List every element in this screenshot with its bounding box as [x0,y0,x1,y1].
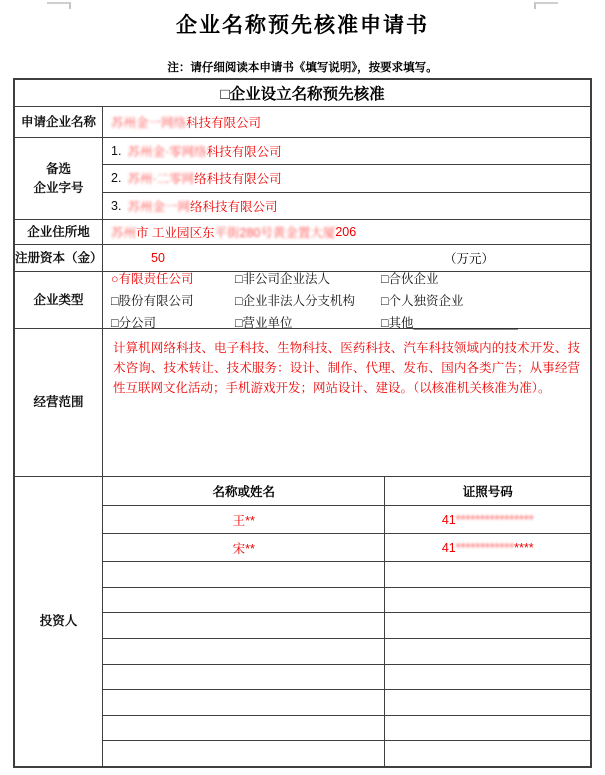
alternate-name-value [127,169,281,187]
application-form-table [13,78,592,768]
row-company-type [15,272,590,329]
row-address [15,220,590,245]
label-alternate-names [15,138,103,219]
investor-id-cell [385,741,590,766]
investor-name-cell [103,741,385,766]
company-type-option: □合伙企业 [381,272,439,286]
investor-name-cell [103,690,385,715]
investor-name-cell [103,506,385,533]
label-alternate-line2: 企业字号 [33,180,84,195]
label-registered-capital: 注册资本（金） [15,245,103,271]
value-applied-name [103,107,590,137]
investor-id-cell [385,613,590,638]
label-investors: 投资人 [15,477,103,766]
section-title: □企业设立名称预先核准 [220,86,385,103]
alternate-name-list [103,138,590,219]
page-title: 企业名称预先核准申请书 [176,14,429,37]
investor-id-cell [385,690,590,715]
redacted-text: 苏州金·零网络 [127,145,207,160]
investor-header-name: 名称或姓名 [103,477,385,505]
investor-name-cell [103,639,385,664]
investor-name-cell [103,534,385,561]
row-alternate-names [15,138,590,220]
label-company-type: 企业类型 [15,272,103,328]
company-type-option: □企业非法人分支机构 [235,294,356,308]
label-applied-name: 申请企业名称 [15,107,103,137]
investor-row [103,716,590,742]
investor-name-cell [103,562,385,587]
investor-row [103,665,590,691]
text-segment: 41 [441,540,456,555]
label-business-scope: 经营范围 [15,329,103,476]
company-type-option: □营业单位 [235,316,293,330]
company-type-option: □分公司 [111,316,157,330]
redacted-text: 苏州金一网络 [111,116,187,130]
crop-mark-top-right [534,2,558,9]
investor-id-cell [385,665,590,690]
investor-id-cell [385,639,590,664]
row-business-scope [15,329,590,477]
investor-name-cell [103,716,385,741]
value-business-scope: 计算机网络科技、电子科技、生物科技、医药科技、汽车科技领域内的技术开发、技术咨询、技术转让、技术服务：设计、制作、代理、发布、国内各类广告；从事经营性互联网文化活动；手机游戏开发；网站设计、建设。（以核准机关核准为准）。 [113,341,580,395]
fill-instruction-note: 注：请仔细阅读本申请书《填写说明》，按要求填写。 [167,62,438,74]
redacted-text: 苏州金一网 [127,199,190,214]
company-type-option: □个人独资企业 [381,294,464,308]
investor-id-cell [385,562,590,587]
investor-name-cell [103,613,385,638]
section-header [15,80,590,107]
row-investors [15,477,590,766]
text-segment: 络科技有限公司 [189,199,278,214]
investor-id-number [442,541,534,555]
text-segment: 206 [335,225,357,239]
company-type-option: □非公司企业法人 [235,272,331,286]
investor-header-id: 证照号码 [462,485,513,499]
value-registered-capital: 50 [151,251,165,265]
company-type-options [103,272,590,328]
value-address [103,220,590,244]
redacted-text: **************** [455,512,534,527]
investor-row [103,588,590,614]
investor-id-cell [385,506,590,533]
investor-row [103,639,590,665]
investor-name-cell [103,665,385,690]
label-alternate-line1: 备选 [45,161,71,176]
investor-row [103,741,590,766]
alternate-name-value [127,197,277,215]
company-type-option-selected: ○有限责任公司 [111,272,194,286]
row-applied-name [15,107,590,138]
investor-header-row [103,477,590,506]
investor-id-cell [385,716,590,741]
text-segment: 络科技有限公司 [194,172,282,187]
redacted-text: 苏州·二零网 [127,172,195,187]
alternate-name-number: 2. [111,171,122,186]
text-segment: 科技有限公司 [206,145,282,160]
investor-row [103,562,590,588]
crop-mark-top-left [47,2,71,9]
investor-name-cell [103,588,385,613]
investor-row [103,534,590,562]
label-address: 企业住所地 [15,220,103,244]
row-registered-capital [15,245,590,272]
text-segment: 科技有限公司 [186,116,262,130]
investor-id-cell [385,534,590,561]
text-segment: **** [514,540,534,555]
redacted-text: 平街280号黄金置大厦 [214,226,336,240]
redacted-text: 苏州 [111,226,137,240]
investor-name: 宋** [232,541,255,556]
company-type-option: □其他_______________ [381,316,518,330]
investor-id-cell [385,588,590,613]
alternate-name-item [103,138,590,165]
investor-name: 王** [232,513,255,528]
investor-row [103,613,590,639]
text-segment: 市 工业园区东 [136,226,215,240]
alternate-name-number: 3. [111,198,122,213]
redacted-text: ************ [455,540,515,555]
capital-unit: （万元） [443,252,494,266]
alternate-name-number: 1. [111,144,122,159]
alternate-name-value [127,142,281,160]
investor-row [103,690,590,716]
investor-id-number [442,513,534,527]
company-type-option: □股份有限公司 [111,294,194,308]
alternate-name-item [103,165,590,192]
alternate-name-item [103,193,590,219]
investor-table [103,477,590,766]
investor-row [103,506,590,534]
text-segment: 41 [441,512,456,527]
